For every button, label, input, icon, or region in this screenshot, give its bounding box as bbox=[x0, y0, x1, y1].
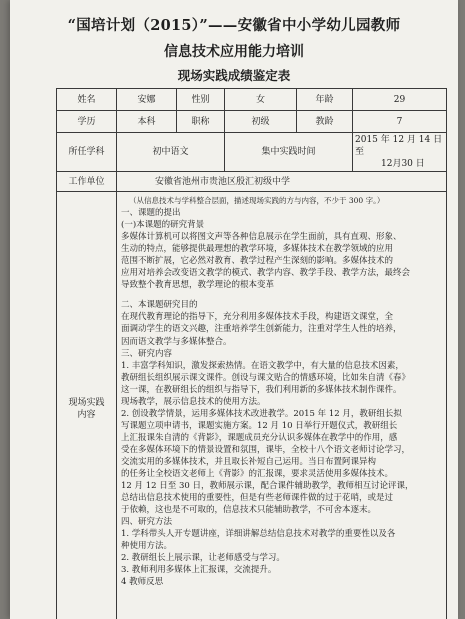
name-label: 姓名 bbox=[57, 89, 117, 111]
content-body bbox=[117, 192, 447, 619]
content-line: 这一课，在教研组长的组织与指导下，我们利用新的多媒体技术制作课件。 bbox=[121, 384, 402, 395]
content-line: 受在多媒体环境下的情景设置和氛围，课毕，全校十八个语文老师讨论学习， bbox=[121, 444, 411, 455]
period-line-1: 2015 年 12 月 14 日至 bbox=[355, 135, 443, 157]
age-label: 年龄 bbox=[297, 89, 353, 111]
table-row bbox=[57, 172, 447, 192]
content-line: 3. 教师利用多媒体上汇报课，交流提升。 bbox=[121, 565, 277, 576]
content-line: 种使用方法。 bbox=[121, 541, 173, 552]
edu-value: 本科 bbox=[117, 111, 177, 133]
content-label-line-2: 内容 bbox=[77, 409, 96, 420]
content-label bbox=[57, 192, 117, 619]
document-sheet bbox=[10, 0, 458, 619]
subject-label: 所任学科 bbox=[57, 133, 117, 172]
edu-label: 学历 bbox=[57, 111, 117, 133]
evaluation-table bbox=[56, 88, 447, 619]
content-line: 写课题立项申请书，课题实施方案。12 月 10 日举行开题仪式，教研组长 bbox=[121, 420, 398, 431]
table-row bbox=[57, 111, 447, 133]
content-line: 2. 教研组长上展示课，让老师感受与学习。 bbox=[121, 553, 285, 564]
title-line-2: 信息技术应用能力培训 bbox=[164, 44, 304, 60]
table-row bbox=[57, 192, 447, 619]
content-line: 于依赖，这也是不可取的，信息技术只能辅助教学，不可舍本逐末。 bbox=[121, 505, 377, 516]
content-line: 的任务让全校语文老师上《背影》的汇报课，要求灵活使用多媒体技术。 bbox=[121, 469, 394, 480]
content-line bbox=[121, 291, 442, 299]
period-label: 集中实践时间 bbox=[225, 133, 353, 172]
period-value bbox=[353, 133, 447, 172]
content-line: 三、研究内容 bbox=[121, 348, 173, 359]
content-line: (一)本课题的研究背景 bbox=[121, 220, 205, 231]
unit-value: 安徽省池州市贵池区殷汇初级中学 bbox=[117, 172, 447, 192]
gender-label: 性别 bbox=[177, 89, 225, 111]
content-line: 因而语文教学与多媒体整合。 bbox=[121, 336, 232, 347]
content-line: （从信息技术与学科整合层面，描述现场实践的方与内容，不少于 300 字。） bbox=[129, 196, 385, 205]
title-line-3: 现场实践成绩鉴定表 bbox=[177, 68, 291, 83]
content-line: 应用对培养会改变语文教学的模式、教学内容、教学手段、教学方法，最终会 bbox=[121, 268, 411, 279]
content-line: 一、课题的提出 bbox=[121, 208, 181, 219]
content-line: 12 月 12 日至 30 日，教师展示课，配合课件辅助教学，教师相互讨论评课， bbox=[121, 481, 414, 492]
title-label: 职称 bbox=[177, 111, 225, 133]
table-row bbox=[57, 133, 447, 172]
content-line: 范围不断扩展，它必然对教育、教学过程产生深刻的影响。多媒体技术的 bbox=[121, 256, 394, 267]
content-line: 二、本课题研究目的 bbox=[121, 300, 198, 311]
content-line: 1. 丰富学科知识，激发探索热情。在语文教学中，有大量的信息技术因素， bbox=[121, 360, 404, 371]
content-label-line-1: 现场实践 bbox=[68, 397, 105, 408]
table-row bbox=[57, 89, 447, 111]
content-line: 1. 学科带头人开专题讲座，详细讲解总结信息技术对教学的重要性以及各 bbox=[121, 529, 396, 540]
content-line: 上汇报课朱自清的《背影》，课题成员充分认识多媒体在教学中的作用，感 bbox=[121, 432, 398, 443]
content-line: 多媒体计算机可以将图文声等各种信息展示在学生面前，具有直观、形象、 bbox=[121, 232, 402, 243]
content-line: 四、研究方法 bbox=[121, 517, 173, 528]
content-line: 现场教学，展示信息技术的使用方法。 bbox=[121, 396, 266, 407]
age-value: 29 bbox=[353, 89, 447, 111]
content-line: 面调动学生的语文兴趣，注重培养学生创新能力，注重对学生人性的培养， bbox=[121, 324, 402, 335]
title-value: 初级 bbox=[225, 111, 297, 133]
period-line-2: 12月30 日 bbox=[381, 159, 425, 169]
content-line: 导致整个教育思想，教学理论的根本变革 bbox=[121, 280, 275, 291]
content-line: 总结出信息技术使用的重要性，但是有些老师课件做的过于花哨，或是过 bbox=[121, 493, 394, 504]
content-line: 在现代教育理论的指导下，充分利用多媒体技术手段，构建语文课堂，全 bbox=[121, 312, 394, 323]
unit-label: 工作单位 bbox=[57, 172, 117, 192]
subject-value: 初中语文 bbox=[117, 133, 225, 172]
title-line-1: “国培计划（2015）”——安徽省中小学幼儿园教师 bbox=[67, 17, 401, 34]
content-line: 2. 创设教学情景，运用多媒体技术改进教学。2015 年 12 月，教研组长拟 bbox=[121, 408, 402, 419]
gender-value: 女 bbox=[225, 89, 297, 111]
content-line: 交流实用的多媒体技术，并且取长补短自己运用。当日布置阿课异构 bbox=[121, 456, 377, 467]
teach-years-label: 教龄 bbox=[297, 111, 353, 133]
teach-years-value: 7 bbox=[353, 111, 447, 133]
content-line: 生动的特点，能够提供最理想的教学环境，多媒体技术在教学领域的应用 bbox=[121, 244, 394, 255]
name-value: 安娜 bbox=[117, 89, 177, 111]
content-line: 教研组长组织展示课文课件。创设与课文贴合的情感环境，比如朱自清《春》 bbox=[121, 372, 411, 383]
content-line: 4 教师反思 bbox=[121, 577, 164, 588]
